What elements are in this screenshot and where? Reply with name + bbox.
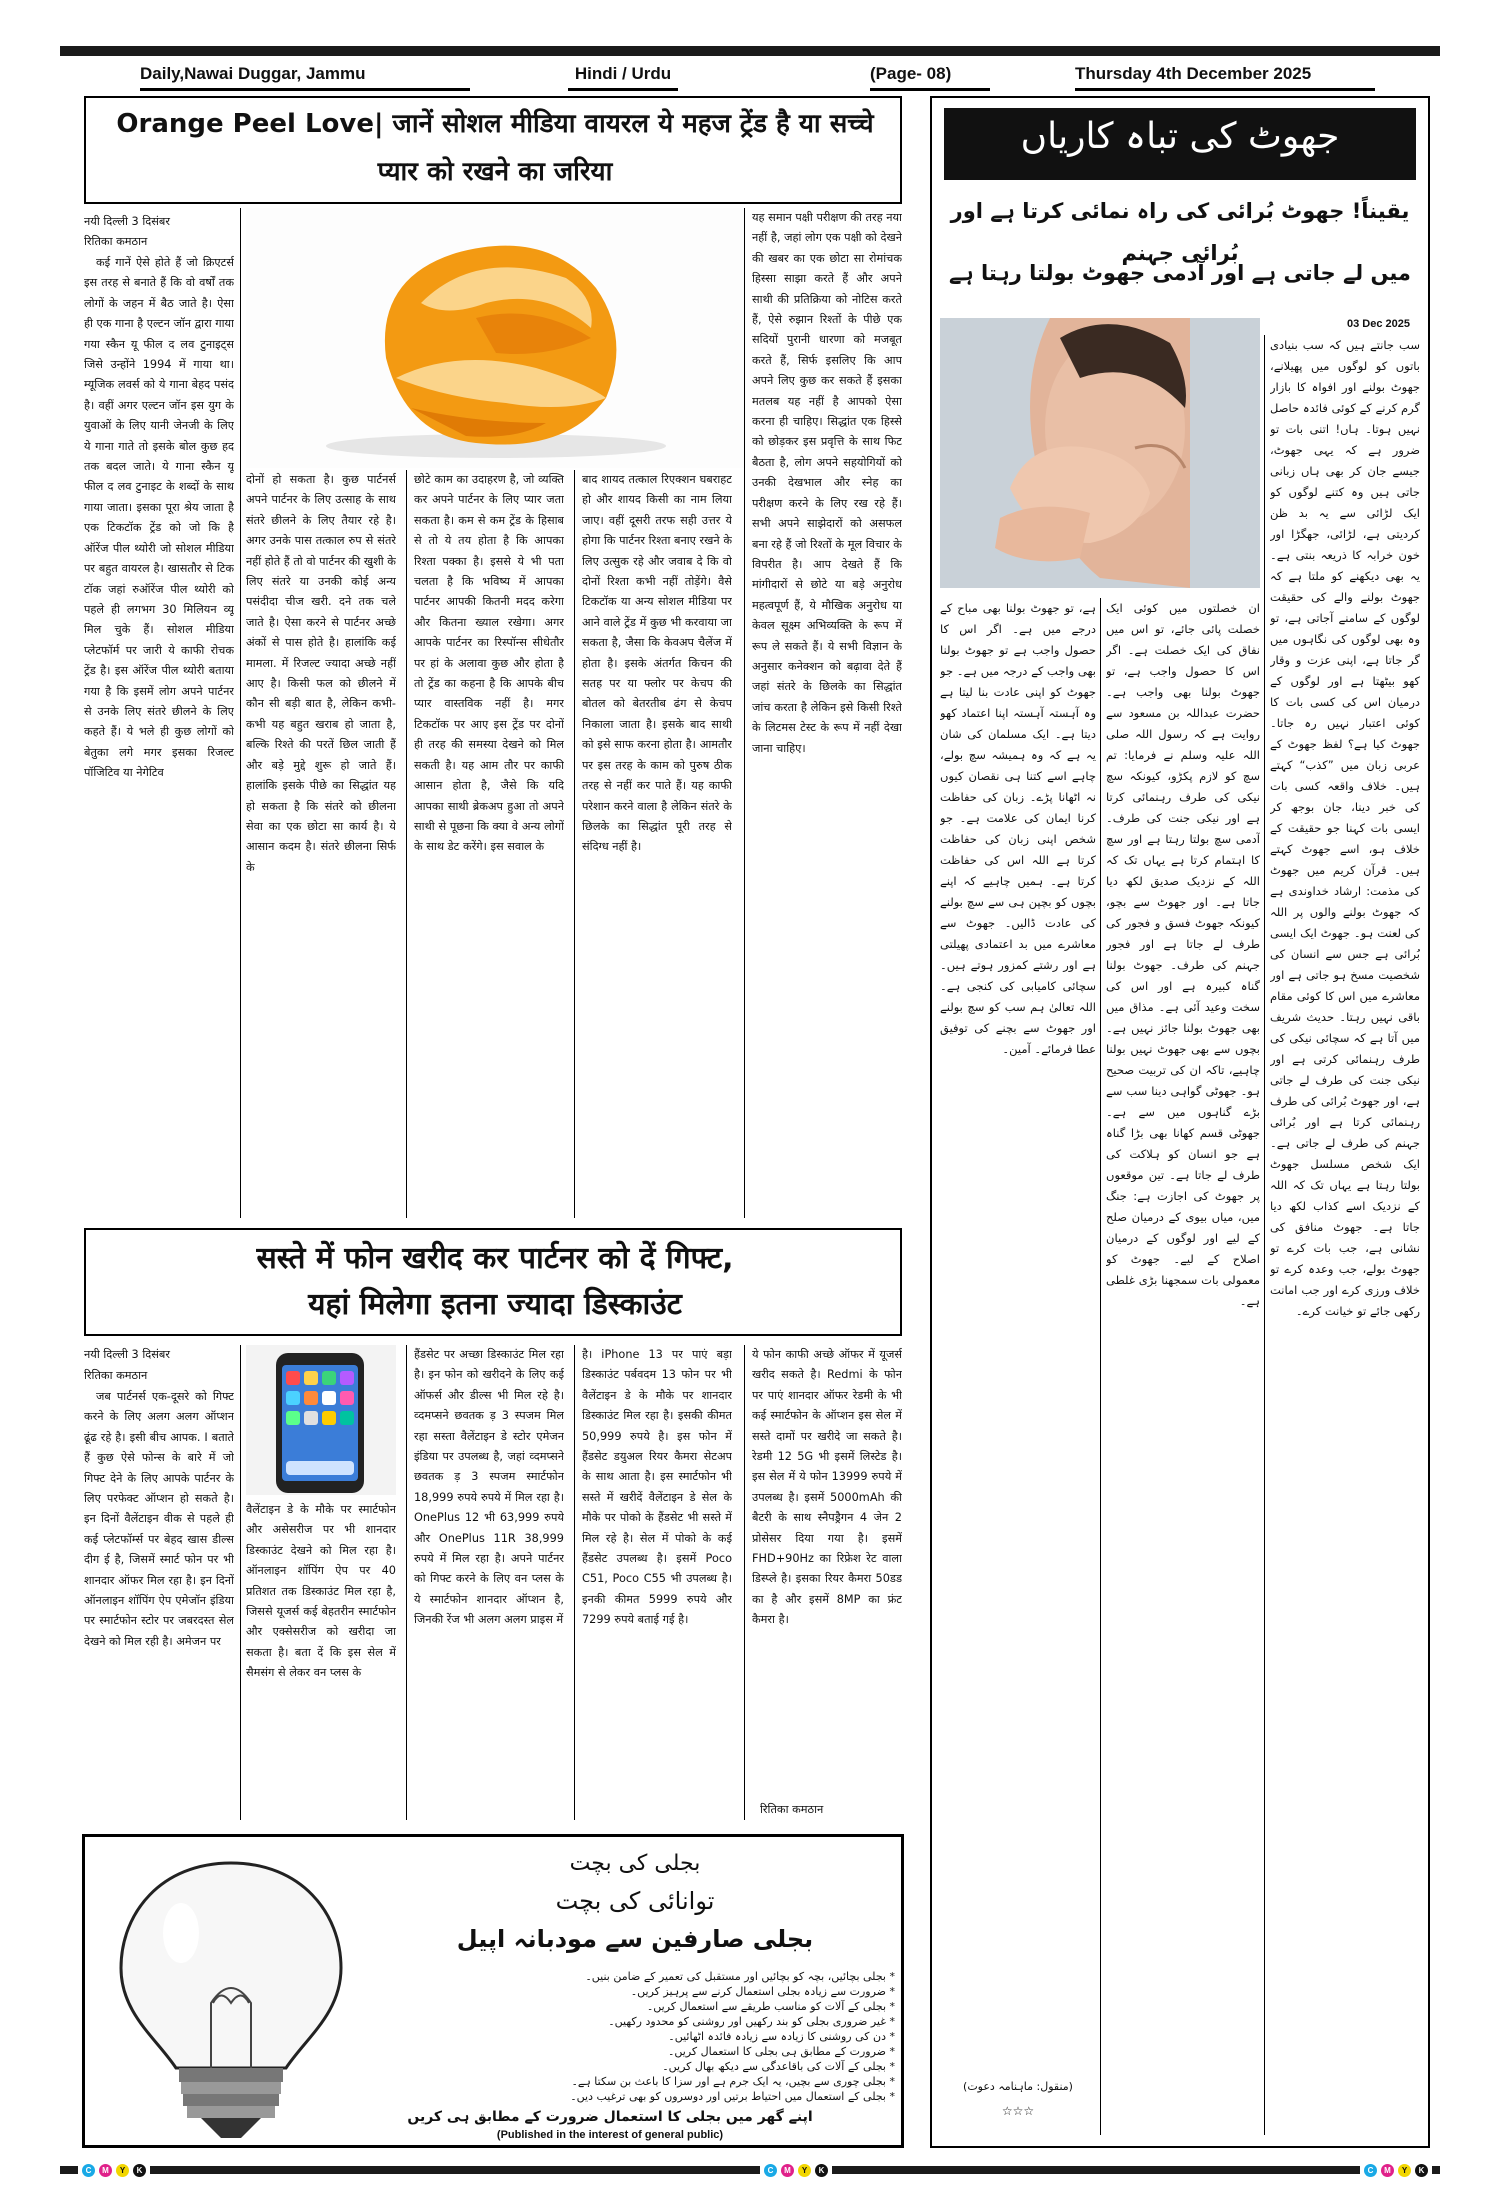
- lightbulb-icon: [101, 1853, 361, 2143]
- face-palm-icon: [940, 318, 1260, 588]
- cmyk-marks-left: [78, 2164, 150, 2177]
- article2-byline: रितिका कमठान: [84, 1369, 148, 1382]
- cmyk-k: K: [1415, 2164, 1428, 2177]
- urdu-title: جھوٹ کی تباہ کاریاں: [1020, 116, 1340, 157]
- cmyk-c: C: [82, 2164, 95, 2177]
- cmyk-m: M: [1381, 2164, 1394, 2177]
- ad-title-2: توانائی کی بچت: [555, 1887, 715, 1915]
- urdu-stars: ☆☆☆: [1001, 2104, 1035, 2118]
- urdu-col-middle: ان خصلتوں میں کوئی ایک خصلت پائی جائے، تو اس میں نفاق کی ایک خصلت ہے۔ اگر اس کا حصول واجب ہے، تو جھوٹ بولنا بھی واجب ہے۔ حضرت عبداللہ بن مسعود سے روایت ہے کہ رسول اللہ صلی اللہ علیہ وسلم نے فرمایا: تم سچ کو لازم پکڑو، کیونکہ سچ نیکی کی طرف رہنمائی کرتا ہے اور نیکی جنت کی طرف۔ آدمی سچ بولتا رہتا ہے اور سچ کا اہتمام کرتا ہے یہاں تک کہ اللہ کے نزدیک صدیق لکھ دیا جاتا ہے۔ اور جھوٹ سے بچو، کیونکہ جھوٹ فسق و فجور کی طرف لے جاتا ہے اور فجور جہنم کی طرف۔ جھوٹ بولنا گناہ کبیرہ ہے اور اس کی سخت وعید آئی ہے۔ مذاق میں بھی جھوٹ بولنا جائز نہیں ہے۔ بچوں سے بھی جھوٹ نہیں بولنا چاہیے، تاکہ ان کی تربیت صحیح ہو۔ جھوٹی گواہی دینا سب سے بڑے گناہوں میں سے ہے۔ جھوٹی قسم کھانا بھی بڑا گناہ ہے جو انسان کو ہلاکت کی طرف لے جاتا ہے۔ تین موقعوں پر جھوٹ کی اجازت ہے: جنگ میں، میاں بیوی کے درمیان صلح کے لیے اور لوگوں کے درمیان اصلاح کے لیے۔ جھوٹ کو معمولی بات سمجھنا بڑی غلطی ہے۔: [1106, 601, 1260, 1308]
- urdu-subhead-1: یقیناً! جھوٹ بُرائی کی راہ نمائی کرتا ہے اور بُرائی جہنم: [950, 199, 1410, 265]
- ad-bullet: * بجلی بچائیں، بچہ کو بچائیں اور مستقبل کی تعمیر کے ضامن بنیں۔: [585, 1970, 895, 1983]
- smartphone-icon: [246, 1345, 396, 1495]
- column-rule: [574, 470, 575, 1218]
- electricity-ad: [82, 1834, 904, 2148]
- cmyk-marks-right: [1360, 2164, 1432, 2177]
- cmyk-k: K: [133, 2164, 146, 2177]
- ad-bullet: * بجلی کے استعمال میں احتیاط برتیں اور دوسروں کو بھی ترغیب دیں۔: [570, 2090, 895, 2103]
- cmyk-m: M: [781, 2164, 794, 2177]
- masthead-language: Hindi / Urdu: [568, 62, 678, 91]
- urdu-col-left: ہے، تو جھوٹ بولنا بھی مباح کے درجے میں ہے۔ اگر اس کا حصول واجب ہے تو جھوٹ بولنا بھی واجب کے درجہ میں ہے۔ جو جھوٹ کو اپنی عادت بنا لیتا ہے وہ آہستہ آہستہ اپنا اعتماد کھو دیتا ہے۔ ایک مسلمان کی شان یہ ہے کہ وہ ہمیشہ سچ بولے، چاہے اسے کتنا ہی نقصان کیوں نہ اٹھانا پڑے۔ زبان کی حفاظت کرنا ایمان کی علامت ہے۔ جو شخص اپنی زبان کی حفاظت کرتا ہے اللہ اس کی حفاظت کرتا ہے۔ ہمیں چاہیے کہ اپنے بچوں کو بچپن ہی سے سچ بولنے کی عادت ڈالیں۔ جھوٹ سے معاشرے میں بد اعتمادی پھیلتی ہے اور رشتے کمزور ہوتے ہیں۔ سچائی کامیابی کی کنجی ہے۔ اللہ تعالیٰ ہم سب کو سچ بولنے اور جھوٹ سے بچنے کی توفیق عطا فرمائے۔ آمین۔: [940, 601, 1096, 1056]
- article2-sign: रितिका कमठान: [760, 1803, 824, 1816]
- article2-col5: ये फोन काफी अच्छे ऑफर में यूजर्स खरीद सकते है। Redmi के फोन पर पाएं शानदार ऑफर रेडमी के भी कई स्मार्टफोन के ऑप्शन इस सेल में सस्ते दामों पर खरीदे जा सकते है। रेडमी 12 5G भी इसमें लिस्टेड है। इस सेल में ये फोन 13999 रुपये में उपलब्ध है। इसमें 5000mAh की बैटरी के साथ स्नैपड्रैगन 4 जेन 2 प्रोसेसर दिया गया है। इसमें FHD+90Hz का रिफ्रेश रेट वाला डिस्प्ले है। इसका रियर कैमरा 50डड का है और इसमें 8MP का फ्रंट कैमरा है।: [752, 1348, 902, 1627]
- urdu-sign: (منقول: ماہنامہ دعوت): [963, 2080, 1073, 2093]
- ad-bullet: * ضرورت سے زیادہ بجلی استعمال کرنے سے پرہیز کریں۔: [630, 1985, 895, 1998]
- column-rule: [240, 1345, 241, 1820]
- urdu-subhead-2: میں لے جاتی ہے اور آدمی جھوٹ بولتا رہتا ہے: [949, 261, 1411, 285]
- column-rule: [744, 1345, 745, 1820]
- bottom-rule: [60, 2166, 1440, 2174]
- column-rule: [1264, 335, 1265, 2135]
- phone-photo: [246, 1345, 396, 1495]
- article2-col1: जब पार्टनर्स एक-दूसरे को गिफ्ट करने के लिए अलग अलग ऑप्शन ढूंढ रहे है। इसी बीच आपक. I बताते हैं कुछ ऐसे फोन्स के बारे में जो गिफ्ट देने के लिए आपके पार्टनर के लिए परफेक्ट ऑप्शन हो सकते है। इन दिनों वैलेंटाइन वीक से पहले ही कई प्लेटफॉर्म्स पर बेहद खास डील्स दीग ई है, जिसमें स्मार्ट फोन पर भी शानदार ऑफर मिल रहा है। इन दिनों ऑनलाइन शॉपिंग ऐप एमेजॉन इंडिया पर स्मार्टफोन स्टोर पर जबरदस्त सेल देखने को मिल रही है। अमेजन पर: [84, 1390, 234, 1648]
- urdu-date: 03 Dec 2025: [1347, 318, 1410, 330]
- ad-bullets: [325, 1969, 895, 2104]
- ad-bullet: * دن کی روشنی کا زیادہ سے زیادہ فائدہ اٹھائیں۔: [668, 2030, 895, 2043]
- article2-col2: वैलेंटाइन डे के मौके पर स्मार्टफोन और असेसरीज पर भी शानदार डिस्काउंट देखने को मिल रहा है। ऑनलाइन शॉपिंग ऐप पर 40 प्रतिशत तक डिस्काउंट मिल रहा है, जिससे यूजर्स कई बेहतरीन स्मार्टफोन और एक्सेसरीज को खरीदा जा सकता है। बता दें कि इस सेल में सैमसंग से लेकर वन प्लस के: [246, 1503, 396, 1680]
- article1-col5: यह समान पक्षी परीक्षण की तरह नया नहीं है, जहां लोग एक पक्षी को देखने की खबर का एक छोटा सा रोमांचक हिस्सा साझा करते हैं और अपने साथी की प्रतिक्रिया को नोटिस करते हैं, ऐसे रुझान रिश्तों के पीछे एक सदियों पुरानी धारणा को मजबूत करते हैं, सिर्फ इसलिए कि आप अपने लिए कुछ कर सकते हैं इसका मतलब यह नहीं है आपको ऐसा करना ही चाहिए। सिद्धांत एक हिस्से को छोड़कर इस प्रवृत्ति के साथ फिट बैठता है, लोग अपने सहयोगियों को उनकी देखभाल और स्नेह का परीक्षण करने के लिए रख रहे हैं। सभी अपने साझेदारों को असफल बना रहे हैं जो रिश्तों के मूल विचार के विपरीत है। आप देखते हैं कि मांगीदारों से छोटे या बड़े अनुरोध महत्वपूर्ण हैं, ये मौखिक अनुरोध या केवल सूक्ष्म अभिव्यक्ति के रूप में रूप ले सकते हैं। ये सभी विज्ञान के अनुसार कनेक्शन को बढ़ावा देते हैं जहां संतरे के छिलके का सिद्धांत जांच करता है लेकिन इसे किसी रिश्ते के लिटमस टेस्ट के रूप में नहीं देखा जाना चाहिए।: [752, 211, 902, 755]
- article1-byline: रितिका कमठान: [84, 235, 148, 248]
- masthead-date: Thursday 4th December 2025: [1075, 62, 1375, 91]
- liar-photo: [940, 318, 1260, 588]
- cmyk-c: C: [764, 2164, 777, 2177]
- top-rule: [60, 46, 1440, 56]
- cmyk-marks-center: [760, 2164, 832, 2177]
- column-rule: [1100, 598, 1101, 2135]
- article2-col4: है। iPhone 13 पर पाएं बड़ा डिस्काउंट पर्बवदम 13 फोन पर भी वैलेंटाइन डे के मौके पर शानदार डिस्काउंट मिल रहा है। इसकी कीमत 50,999 रुपये है। इस फोन में हैंडसेट डयुअल रियर कैमरा सेटअप के साथ आता है। इस स्मार्टफोन भी सस्ते में खरीदें वैलेंटाइन डे सेल के मौके पर पोको के हैंडसेट भी सस्ते में मिल रहे है। सेल में पोको के कई हैंडसेट उपलब्ध है। इसमें Poco C51, Poco C55 भी उपलब्ध है। इनकी कीमत 5999 रुपये और 7299 रुपये बताई गई है।: [582, 1348, 732, 1627]
- cmyk-c: C: [1364, 2164, 1377, 2177]
- ad-title-1: بجلی کی بچت: [569, 1851, 701, 1876]
- ad-bullet: * بجلی کے آلات کو مناسب طریقے سے استعمال کریں۔: [646, 2000, 895, 2013]
- column-rule: [406, 1345, 407, 1820]
- ad-bullet: * غیر ضروری بجلی کو بند رکھیں اور روشنی کو محدود رکھیں۔: [608, 2015, 895, 2028]
- article2-dateline: नयी दिल्ली 3 दिसंबर: [84, 1348, 170, 1361]
- ad-bullet: * بجلی کے آلات کی باقاعدگی سے دیکھ بھال کریں۔: [662, 2060, 895, 2073]
- orange-peel-photo: [246, 208, 746, 468]
- article1-col2: दोनों हो सकता है। कुछ पार्टनर्स अपने पार्टनर के लिए उत्साह के साथ संतरे छीलने के लिए तैयार रहे है। अगर उनके पास तत्काल रुप से संतरे नहीं होते हैं तो वो पार्टनर की खुशी के लिए संतरे या उनकी कोई अन्य पसंदीदा चीज खरी. दने तक चले जाते है। ऐसा करने से पार्टनर अच्छे अंकों से पास होते है। हालांकि कई मामला. में रिजल्ट ज्यादा अच्छे नहीं आए है। किसी फल को छीलने में कौन सी बड़ी बात है, लेकिन कभी-कभी यह बहुत खराब हो जाता है, बल्कि रिश्ते की परतें छिल जाती हैं और बड़े मुद्दे शुरू हो जाते हैं। हालांकि इसके पीछे का सिद्धांत यह हो सकता है कि संतरे को छीलना सेवा का एक छोटा सा कार्य है। ये आसान कदम है। संतरे छीलना सिर्फ के: [246, 473, 396, 874]
- ad-closing: اپنے گھر میں بجلی کا استعمال ضرورت کے مطابق ہی کریں: [407, 2109, 813, 2125]
- cmyk-y: Y: [1398, 2164, 1411, 2177]
- cmyk-y: Y: [798, 2164, 811, 2177]
- article1-col4: बाद शायद तत्काल रिएक्शन घबराहट हो और शायद किसी का नाम लिया जाए। वहीं दूसरी तरफ सही उत्तर ये होगा कि पार्टनर रिश्ता बनाए रखने के लिए उत्सुक रहे और जवाब दे कि वो दोनों रिश्ता कभी नहीं तोड़ेंगे। वैसे टिकटॉक या अन्य सोशल मीडिया पर आने वाले ट्रेंड में कुछ भी करवाया जा सकता है, जैसा कि केवअप चैलेंज में होता है। इसके अंतर्गत किचन की सतह पर या फ्लोर पर केचप की बोतल को बेतरतीब ढंग से केचप निकाला जाता है। इसके बाद साथी को इसे साफ करना होता है। आमतौर पर इस तरह के काम को पुरुष ठीक तरह से नहीं कर पाते हैं। यह काफी परेशान करने वाला है लेकिन संतरे के छिलके का सिद्धांत पूरी तरह से संदिग्ध नहीं है।: [582, 473, 732, 854]
- urdu-col-right: سب جانتے ہیں کہ سب بنیادی باتوں کو لوگوں میں پھیلانے، جھوٹ بولنے اور افواہ کا بازار گرم کرنے کے کوئی فائدہ حاصل نہیں ہوتا۔ ہاں! اتنی بات تو ضرور ہے کہ یہی جھوٹ، جیسے جان کر بھی ہاں زبانی جاتی ہیں وہ کتنے لوگوں کو ایک لڑائی سے یہ بد ظن کردیتی ہے، لڑائی، جھگڑا اور خون خرابہ کا ذریعہ بنتی ہے۔ یہ بھی دیکھنے کو ملتا ہے کہ جھوٹ بولنے والے کی حقیقت لوگوں کے سامنے آجاتی ہے، تو وہ بھی لوگوں کی نگاہوں میں گر جاتا ہے، اپنی عزت و وقار کھو بیٹھتا ہے اور لوگوں کے درمیان اس کی کسی بات کا کوئی اعتبار نہیں رہ جاتا۔ جھوٹ کیا ہے؟ لفظ جھوٹ کے عربی زبان میں ”کذب“ کہتے ہیں۔ خلاف واقعہ کسی بات کی خبر دینا، جان بوجھ کر ایسی بات کہنا جو حقیقت کے خلاف ہو، اسے جھوٹ کہتے ہیں۔ قرآن کریم میں جھوٹ کی مذمت: ارشاد خداوندی ہے کہ جھوٹ بولنے والوں پر اللہ کی لعنت ہو۔ جھوٹ ایک ایسی بُرائی ہے جس سے انسان کی شخصیت مسخ ہو جاتی ہے اور معاشرے میں اس کا کوئی مقام باقی نہیں رہتا۔ حدیث شریف میں آتا ہے کہ سچائی نیکی کی طرف رہنمائی کرتی ہے اور نیکی جنت کی طرف لے جاتی ہے، اور جھوٹ بُرائی کی طرف رہنمائی کرتا ہے اور بُرائی جہنم کی طرف لے جاتی ہے۔ ایک شخص مسلسل جھوٹ بولتا رہتا ہے یہاں تک کہ اللہ کے نزدیک اسے کذاب لکھ دیا جاتا ہے۔ جھوٹ منافق کی نشانی ہے، جب بات کرے تو جھوٹ بولے، جب وعدہ کرے تو خلاف ورزی کرے اور جب امانت رکھی جائے تو خیانت کرے۔: [1270, 338, 1420, 1318]
- masthead-page: (Page- 08): [870, 62, 990, 91]
- article2-col3: हैंडसेट पर अच्छा डिस्काउंट मिल रहा है। इन फोन को खरीदने के लिए कई ऑफर्स और डील्स भी मिल रहे है। व्दमप्सने छवतक ड़ 3 स्पजम मिल रहा सस्ता वैलेंटाइन डे स्टोर एमेजन इंडिया पर उपलब्ध है, जहां व्दमप्सने छवतक ड़ 3 स्पजम स्मार्टफोन 18,999 रुपये रुपये में मिल रहा है। OnePlus 12 भी 63,999 रुपये और OnePlus 11R 38,999 रुपये में मिल रहा है। अपने पार्टनर को गिफ्ट करने के लिए वन प्लस के ये स्मार्टफोन शानदार ऑप्शन है, जिनकी रेंज भी अलग अलग प्राइस में: [414, 1348, 564, 1627]
- article2-headline-line1: सस्ते में फोन खरीद कर पार्टनर को दें गिफ्ट,: [256, 1241, 734, 1276]
- masthead-paper: Daily,Nawai Duggar, Jammu: [140, 62, 470, 91]
- ad-footer: (Published in the interest of general public): [496, 2129, 724, 2141]
- column-rule: [406, 470, 407, 1218]
- orange-icon: [246, 208, 746, 468]
- article1-col1: कई गानें ऐसे होते हैं जो क्रिएटर्स इस तरह से बनाते हैं कि वो वर्षों तक लोगों के जहन में बैठ जाते है। ऐसा ही एक गाना है एल्टन जॉन द्वारा गाया गया स्कैन यू फील द लव टुनाइट्स जिसे उन्होंने 1994 में गाया था। म्यूजिक लवर्स को ये गाना बेहद पसंद है। वहीं अगर एल्टन जॉन इस युग के युवाओं के लिए यानी जेनजी के लिए ये गाना गाते तो इसके बोल कुछ हद तक बदल जाते। ये गाना स्कैन यू फील द लव टुनाइट के शब्दों के साथ गाया जाता। इसका पूरा श्रेय जाता है एक टिकटॉक ट्रेंड को जो कि है ऑरेंज पील थ्योरी जो सोशल मीडिया पर बहुत वायरल है। खासतौर से टिक टॉक जहां रुऑरेंज पील थ्योरी को पहले ही लगभग 30 मिलियन व्यू मिल चुके हैं। सोशल मीडिया प्लेटफॉर्म पर जारी ये काफी रोचक ट्रेंड है। इस ऑरेंज पील थ्योरी बताया गया है कि इसमें लोग अपने पार्टनर से उनके लिए संतरे छीलने के लिए कहते हैं। ये भले ही कुछ लोगों को बेतुका लगे मगर इसका रिजल्ट पॉजिटिव या नेगेटिव: [84, 256, 234, 780]
- ad-title-3: بجلی صارفین سے مودبانہ اپیل: [456, 1925, 814, 1953]
- cmyk-k: K: [815, 2164, 828, 2177]
- ad-bullet: * بجلی چوری سے بچیں، یہ ایک جرم ہے اور سزا کا باعث بن سکتا ہے۔: [571, 2075, 895, 2088]
- cmyk-y: Y: [116, 2164, 129, 2177]
- column-rule: [240, 208, 241, 1218]
- ad-bullet: * ضرورت کے مطابق ہی بجلی کا استعمال کریں۔: [667, 2045, 895, 2058]
- column-rule: [574, 1345, 575, 1820]
- article1-col3: छोटे काम का उदाहरण है, जो व्यक्ति कर अपने पार्टनर के लिए प्यार जता सकता है। कम से कम ट्रेंड के हिसाब से तो ये तय होता है कि आपका रिश्ता पक्का है। इससे ये भी पता चलता है कि भविष्य में आपका पार्टनर आपकी कितनी मदद करेगा और कितना ख्याल रखेगा। अगर आपके पार्टनर का रिस्पॉन्स सीधेतौर पर हां के अलावा कुछ और होता है तो ट्रेंड का कहना है कि आपके बीच प्यार वास्तविक नहीं है। मगर टिकटॉक पर आए इस ट्रेंड पर दोनों ही तरह की समस्या देखने को मिल सकती है। यह आम तौर पर काफी आसान होता है, जैसे कि यदि आपका साथी ब्रेकअप हुआ तो अपने साथी से पूछना कि क्या वे अन्य लोगों के साथ डेट करेंगे। इस सवाल के: [414, 473, 564, 854]
- column-rule: [744, 208, 745, 1218]
- article1-headline: Orange Peel Love| जानें सोशल मीडिया वायरल ये महज ट्रेंड है या सच्चे प्यार को रखने का जरिया: [116, 109, 874, 187]
- article1-dateline: नयी दिल्ली 3 दिसंबर: [84, 215, 170, 228]
- cmyk-m: M: [99, 2164, 112, 2177]
- article2-headline-line2: यहां मिलेगा इतना ज्यादा डिस्काउंट: [308, 1287, 682, 1322]
